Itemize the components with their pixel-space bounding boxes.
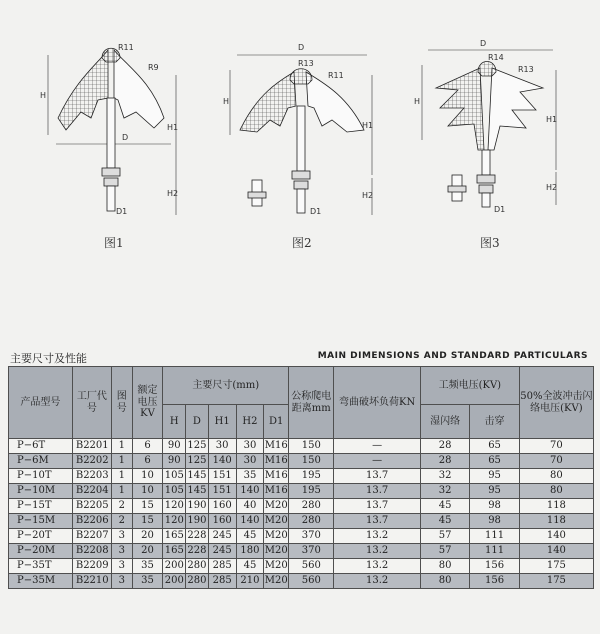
header-model: 产品型号 [9, 367, 73, 439]
cell-model: P−10M [9, 484, 73, 499]
cell-load: 13.2 [334, 529, 421, 544]
label-r2: R11 [328, 71, 344, 80]
cell-kv: 20 [132, 544, 163, 559]
label-d1: D1 [310, 207, 322, 216]
cell-h2: 35 [236, 469, 264, 484]
label-h: H [414, 97, 421, 106]
cell-kv: 35 [132, 574, 163, 589]
cell-d: 228 [186, 529, 209, 544]
header-dim-h2: H2 [236, 405, 264, 439]
cell-creep: 370 [289, 529, 334, 544]
cell-creep: 150 [289, 454, 334, 469]
cell-wet: 57 [420, 529, 469, 544]
header-dim-h: H [163, 405, 186, 439]
label-h1: H1 [167, 123, 179, 132]
label-r1: R14 [488, 53, 504, 62]
header-factory-code: 工厂代号 [72, 367, 111, 439]
insulator-drawing-1 [36, 0, 186, 220]
cell-h: 120 [163, 514, 186, 529]
header-power-freq: 工频电压(KV) [420, 367, 519, 405]
cell-d: 145 [186, 469, 209, 484]
cell-creep: 150 [289, 439, 334, 454]
cell-creep: 280 [289, 514, 334, 529]
header-bending-load: 弯曲破坏负荷KN [334, 367, 421, 439]
cell-d1: M20 [264, 559, 289, 574]
table-row [9, 484, 594, 499]
cell-d1: M16 [264, 484, 289, 499]
cell-creep: 560 [289, 574, 334, 589]
cell-wet: 28 [420, 439, 469, 454]
cell-wet: 80 [420, 559, 469, 574]
cell-load: 13.7 [334, 514, 421, 529]
cell-imp: 140 [519, 529, 593, 544]
cell-d: 228 [186, 544, 209, 559]
cell-wet: 45 [420, 499, 469, 514]
cell-d: 125 [186, 439, 209, 454]
cell-punct: 156 [470, 574, 519, 589]
cell-h2: 30 [236, 439, 264, 454]
cell-h1: 30 [208, 439, 236, 454]
cell-load: 13.2 [334, 559, 421, 574]
cell-h2: 45 [236, 559, 264, 574]
cell-h: 200 [163, 559, 186, 574]
table-row [9, 544, 594, 559]
label-r1: R11 [118, 43, 134, 52]
header-dim-d1: D1 [264, 405, 289, 439]
table-row [9, 529, 594, 544]
cell-load: 13.7 [334, 499, 421, 514]
cell-fig: 1 [111, 454, 132, 469]
cell-code: B2202 [72, 454, 111, 469]
cell-fig: 1 [111, 439, 132, 454]
cell-d: 145 [186, 484, 209, 499]
cell-d1: M20 [264, 574, 289, 589]
figure-caption: 图3 [480, 236, 500, 250]
cell-model: P−10T [9, 469, 73, 484]
cell-h: 165 [163, 529, 186, 544]
cell-load: — [334, 454, 421, 469]
cell-imp: 175 [519, 574, 593, 589]
cell-fig: 1 [111, 484, 132, 499]
cell-model: P−6T [9, 439, 73, 454]
cell-kv: 6 [132, 454, 163, 469]
cell-punct: 98 [470, 499, 519, 514]
header-main-dims: 主要尺寸(mm) [163, 367, 289, 405]
cell-imp: 80 [519, 469, 593, 484]
cell-h1: 160 [208, 499, 236, 514]
cell-h1: 151 [208, 469, 236, 484]
cell-imp: 175 [519, 559, 593, 574]
cell-model: P−35T [9, 559, 73, 574]
cell-punct: 111 [470, 544, 519, 559]
cell-h2: 210 [236, 574, 264, 589]
cell-punct: 65 [470, 454, 519, 469]
cell-fig: 2 [111, 499, 132, 514]
label-d1: D1 [494, 205, 506, 214]
cell-wet: 32 [420, 484, 469, 499]
section-title-en: MAIN DIMENSIONS AND STANDARD PARTICULARS [317, 351, 588, 361]
cell-imp: 80 [519, 484, 593, 499]
table-row [9, 514, 594, 529]
label-h2: H2 [362, 191, 374, 200]
cell-h1: 285 [208, 559, 236, 574]
cell-d: 125 [186, 454, 209, 469]
cell-fig: 3 [111, 544, 132, 559]
cell-fig: 3 [111, 529, 132, 544]
cell-kv: 10 [132, 469, 163, 484]
cell-model: P−35M [9, 574, 73, 589]
cell-wet: 45 [420, 514, 469, 529]
cell-imp: 70 [519, 439, 593, 454]
header-rated-voltage: 额定电压KV [132, 367, 163, 439]
cell-creep: 280 [289, 499, 334, 514]
table-row [9, 439, 594, 454]
cell-punct: 95 [470, 469, 519, 484]
cell-h: 90 [163, 454, 186, 469]
cell-wet: 32 [420, 469, 469, 484]
cell-code: B2210 [72, 574, 111, 589]
label-d: D [298, 43, 305, 52]
cell-h2: 140 [236, 514, 264, 529]
label-r1: R13 [298, 59, 314, 68]
cell-wet: 80 [420, 574, 469, 589]
table-row [9, 574, 594, 589]
cell-imp: 70 [519, 454, 593, 469]
header-impulse: 50%全波冲击闪络电压(KV) [519, 367, 593, 439]
label-h1: H1 [546, 115, 558, 124]
cell-code: B2204 [72, 484, 111, 499]
cell-d1: M16 [264, 454, 289, 469]
cell-model: P−6M [9, 454, 73, 469]
cell-h2: 40 [236, 499, 264, 514]
header-creepage: 公称爬电距离mm [289, 367, 334, 439]
cell-h1: 151 [208, 484, 236, 499]
header-figure: 图号 [111, 367, 132, 439]
cell-punct: 98 [470, 514, 519, 529]
label-r2: R13 [518, 65, 534, 74]
cell-imp: 118 [519, 514, 593, 529]
table-row [9, 469, 594, 484]
cell-load: 13.7 [334, 484, 421, 499]
cell-wet: 28 [420, 454, 469, 469]
label-h2: H2 [546, 183, 558, 192]
cell-d1: M20 [264, 529, 289, 544]
cell-punct: 65 [470, 439, 519, 454]
figure-2 [222, 0, 382, 250]
header-dim-d: D [186, 405, 209, 439]
insulator-drawing-3 [408, 0, 568, 220]
cell-h1: 245 [208, 544, 236, 559]
cell-h: 165 [163, 544, 186, 559]
cell-imp: 118 [519, 499, 593, 514]
cell-kv: 15 [132, 499, 163, 514]
cell-punct: 111 [470, 529, 519, 544]
cell-fig: 2 [111, 514, 132, 529]
specs-table-body [9, 439, 594, 589]
cell-kv: 35 [132, 559, 163, 574]
cell-fig: 1 [111, 469, 132, 484]
label-d: D [122, 133, 129, 142]
cell-creep: 195 [289, 469, 334, 484]
cell-code: B2206 [72, 514, 111, 529]
label-d1: D1 [116, 207, 128, 216]
label-h: H [223, 97, 230, 106]
figure-1 [36, 0, 186, 250]
figure-caption: 图2 [292, 236, 312, 250]
cell-load: 13.2 [334, 574, 421, 589]
cell-d1: M20 [264, 514, 289, 529]
cell-h: 105 [163, 469, 186, 484]
header-wet-flashover: 湿闪络 [420, 405, 469, 439]
cell-kv: 6 [132, 439, 163, 454]
figure-caption: 图1 [104, 236, 124, 250]
cell-code: B2205 [72, 499, 111, 514]
cell-model: P−20T [9, 529, 73, 544]
cell-h1: 285 [208, 574, 236, 589]
header-dim-h1: H1 [208, 405, 236, 439]
figure-3 [408, 0, 568, 250]
specs-table [8, 366, 594, 589]
cell-h2: 45 [236, 529, 264, 544]
cell-d1: M16 [264, 439, 289, 454]
figures-area [0, 0, 600, 300]
cell-fig: 3 [111, 559, 132, 574]
cell-d: 190 [186, 499, 209, 514]
cell-h: 105 [163, 484, 186, 499]
cell-code: B2203 [72, 469, 111, 484]
cell-code: B2208 [72, 544, 111, 559]
cell-creep: 370 [289, 544, 334, 559]
cell-kv: 15 [132, 514, 163, 529]
cell-code: B2207 [72, 529, 111, 544]
label-d: D [480, 39, 487, 48]
label-h2: H2 [167, 189, 179, 198]
cell-model: P−15M [9, 514, 73, 529]
cell-h1: 160 [208, 514, 236, 529]
section-title-cn: 主要尺寸及性能 [10, 352, 87, 365]
cell-imp: 140 [519, 544, 593, 559]
table-row [9, 559, 594, 574]
cell-punct: 156 [470, 559, 519, 574]
cell-h2: 30 [236, 454, 264, 469]
cell-d1: M16 [264, 469, 289, 484]
cell-h1: 140 [208, 454, 236, 469]
cell-punct: 95 [470, 484, 519, 499]
cell-model: P−15T [9, 499, 73, 514]
label-h: H [40, 91, 47, 100]
cell-code: B2201 [72, 439, 111, 454]
cell-d1: M20 [264, 544, 289, 559]
cell-h: 200 [163, 574, 186, 589]
cell-model: P−20M [9, 544, 73, 559]
label-h1: H1 [362, 121, 374, 130]
cell-creep: 195 [289, 484, 334, 499]
table-row [9, 454, 594, 469]
table-row [9, 499, 594, 514]
cell-fig: 3 [111, 574, 132, 589]
cell-d1: M20 [264, 499, 289, 514]
cell-d: 280 [186, 574, 209, 589]
cell-wet: 57 [420, 544, 469, 559]
cell-load: 13.7 [334, 469, 421, 484]
header-puncture: 击穿 [470, 405, 519, 439]
cell-kv: 10 [132, 484, 163, 499]
cell-h2: 140 [236, 484, 264, 499]
cell-h: 120 [163, 499, 186, 514]
cell-creep: 560 [289, 559, 334, 574]
cell-d: 280 [186, 559, 209, 574]
cell-load: — [334, 439, 421, 454]
cell-h1: 245 [208, 529, 236, 544]
cell-h: 90 [163, 439, 186, 454]
cell-kv: 20 [132, 529, 163, 544]
label-r2: R9 [148, 63, 159, 72]
insulator-drawing-2 [222, 0, 382, 220]
cell-h2: 180 [236, 544, 264, 559]
cell-code: B2209 [72, 559, 111, 574]
cell-d: 190 [186, 514, 209, 529]
cell-load: 13.2 [334, 544, 421, 559]
